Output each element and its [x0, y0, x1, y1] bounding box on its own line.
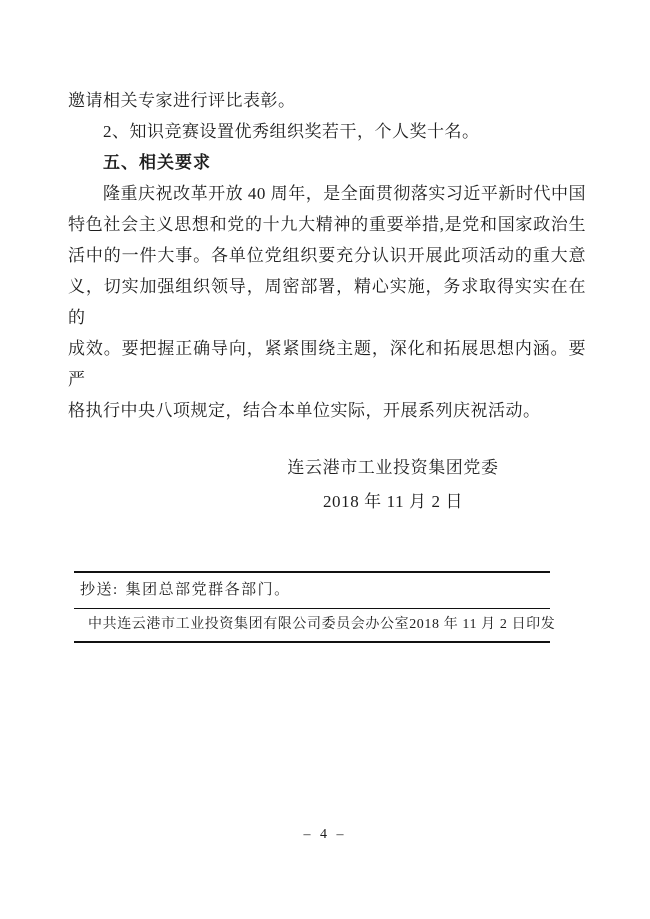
signature-date: 2018 年 11 月 2 日: [322, 492, 464, 511]
paragraph-line: 隆重庆祝改革开放 40 周年，是全面贯彻落实习近平新时代中国: [103, 184, 586, 203]
cc-row: [74, 573, 550, 609]
page-number: – 4 –: [303, 827, 347, 842]
footer-imprint-box: [74, 571, 556, 643]
paragraph-line: 义，切实加强组织领导，周密部署，精心实施，务求取得实实在在的: [68, 277, 586, 327]
imprint-issuer: 中共连云港市工业投资集团有限公司委员会办公室: [88, 617, 410, 632]
paragraph-line: 活中的一件大事。各单位党组织要充分认识开展此项活动的重大意: [68, 246, 586, 265]
cc-label: 抄送:: [80, 582, 119, 598]
paragraph-line: 成效。要把握正确导向，紧紧围绕主题，深化和拓展思想内涵。要严: [68, 339, 586, 389]
body-overflow-line: 邀请相关专家进行评比表彰。: [68, 91, 296, 110]
imprint-row: [74, 609, 556, 641]
cc-value: 集团总部党群各部门。: [125, 582, 291, 598]
document-body: [68, 85, 586, 426]
paragraph-line: 格执行中央八项规定，结合本单位实际，开展系列庆祝活动。: [68, 401, 541, 420]
section-heading: 五、相关要求: [103, 153, 211, 172]
paragraph-line: 特色社会主义思想和党的十九大精神的重要举措,是党和国家政治生: [68, 215, 586, 234]
signature-org: 连云港市工业投资集团党委: [287, 458, 499, 477]
imprint-print-date: 2018 年 11 月 2 日印发: [409, 617, 556, 632]
list-item-2: 2、知识竞赛设置优秀组织奖若干，个人奖十名。: [103, 122, 480, 141]
